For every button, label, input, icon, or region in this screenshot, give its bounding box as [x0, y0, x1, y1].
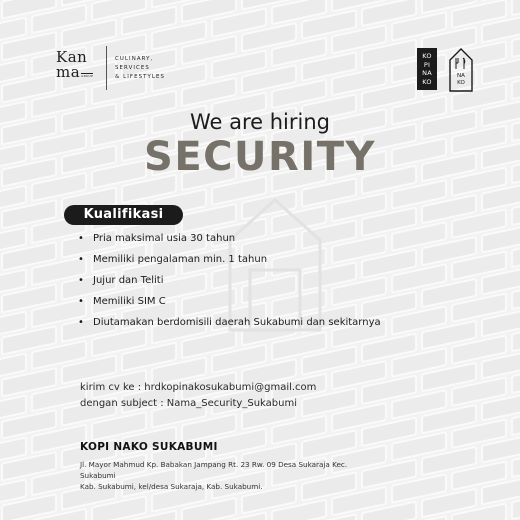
brand-line-2: ma — [56, 63, 81, 81]
qualification-text: Jujur dan Teliti — [93, 275, 164, 286]
list-item — [78, 253, 381, 274]
nako-house-logo-line-1: NA — [457, 73, 465, 79]
contact-info — [80, 380, 316, 412]
kopi-nako-logo — [417, 48, 437, 90]
brand-tagline-line-1: CULINARY, — [115, 56, 154, 62]
brand-tagline-line-3: & LIFESTYLES — [115, 74, 166, 80]
company-name: KOPI NAKO SUKABUMI — [80, 441, 218, 453]
contact-email-line: kirim cv ke : hrdkopinakosukabumi@gmail.com — [80, 382, 317, 393]
qualification-text: Diutamakan berdomisili daerah Sukabumi dan sekitarnya — [93, 317, 381, 328]
qualification-text: Pria maksimal usia 30 tahun — [93, 233, 236, 244]
bullet-icon: • — [78, 233, 84, 244]
address-line-1: Jl. Mayor Mahmud Kp. Babakan Jampang Rt. 23 Rw. 09 Desa Sukaraja Kec. Sukabumi — [80, 460, 348, 480]
address-line-2: Kab. Sukabumi, kel/desa Sukaraja, Kab. Sukabumi. — [80, 482, 263, 491]
kopi-nako-logo-line-3: NA — [422, 69, 432, 77]
brand-divider — [106, 46, 107, 90]
list-item — [78, 274, 381, 295]
qualification-text: Memiliki SIM C — [93, 296, 166, 307]
brand-wordmark — [56, 50, 98, 90]
nako-house-logo — [448, 47, 474, 93]
list-item — [78, 316, 381, 337]
brand-tagline — [115, 55, 165, 82]
position-title: SECURITY — [144, 134, 376, 180]
hiring-heading: We are hiring — [189, 110, 331, 134]
brand-tagline-line-2: SERVICES — [115, 65, 150, 71]
kopi-nako-logo-line-1: KO — [422, 52, 432, 60]
kopi-nako-logo-line-2: PI — [423, 60, 431, 69]
bullet-icon: • — [78, 254, 84, 265]
kopi-nako-logo-line-4: KO — [422, 77, 432, 86]
qualifications-list — [78, 232, 381, 337]
brand-logo — [56, 50, 165, 90]
bullet-icon: • — [78, 275, 84, 286]
contact-subject-line: dengan subject : Nama_Security_Sukabumi — [80, 398, 297, 409]
company-address — [80, 459, 380, 492]
qualification-text: Memiliki pengalaman min. 1 tahun — [93, 254, 268, 265]
bullet-icon: • — [78, 317, 84, 328]
bullet-icon: • — [78, 296, 84, 307]
brand-group-label: GROUP — [81, 74, 93, 78]
brand-line-1: Kan — [56, 48, 88, 66]
list-item — [78, 295, 381, 316]
qualifications-label: Kualifikasi — [64, 205, 183, 225]
list-item — [78, 232, 381, 253]
nako-house-logo-line-2: KO — [457, 80, 465, 86]
